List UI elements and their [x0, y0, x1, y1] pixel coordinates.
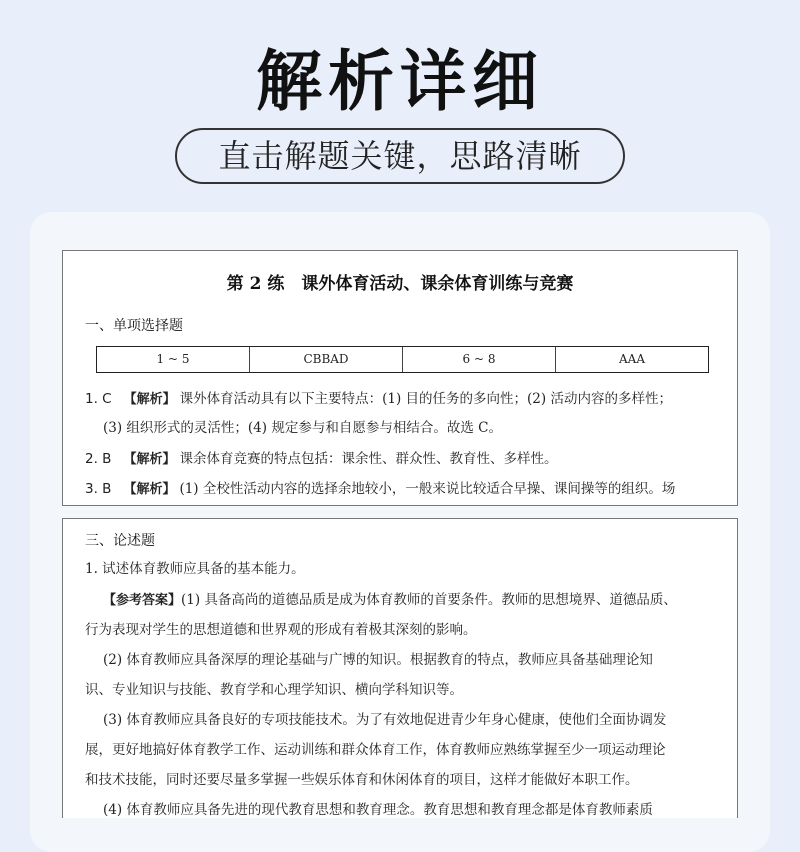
answer-line	[103, 588, 728, 608]
essay-question: 1. 试述体育教师应具备的基本能力。	[85, 561, 305, 577]
answer-line-cut-off: (4) 体育教师应具备先进的现代教育思想和教育理念。教育思想和教育理念都是体育教师素质	[103, 802, 653, 818]
analysis-tag: 【解析】	[123, 482, 176, 497]
answer-panel-exercise-2	[62, 250, 738, 506]
reference-answer-tag: 【参考答案】	[103, 593, 182, 608]
item-text: 课余体育竞赛的特点包括：课余性、群众性、教育性、多样性。	[179, 451, 558, 467]
item-text: 课外体育活动具有以下主要特点：(1) 目的任务的多向性；(2) 活动内容的多样性；	[179, 391, 672, 407]
answer-text: (1) 具备高尚的道德品质是成为体育教师的首要条件。教师的思想境界、道德品质、	[181, 592, 677, 608]
hero-title: 解析详细	[256, 43, 544, 120]
answer-line: (2) 体育教师应具备深厚的理论基础与广博的知识。根据教育的特点，教师应具备基础理论知	[103, 652, 653, 668]
section-heading-single-choice: 一、单项选择题	[85, 318, 183, 334]
explanation-continuation: (3) 组织形式的灵活性；(4) 规定参与和自愿参与相结合。故选 C。	[103, 420, 502, 436]
item-number: 1. C	[85, 391, 112, 407]
item-number: 3. B	[85, 481, 112, 497]
answer-key-cell: 1 ~ 5	[97, 347, 250, 372]
answer-key-cell: AAA	[619, 352, 645, 366]
hero-subtitle-pill: 直击解题关键，思路清晰	[175, 128, 625, 184]
answer-line: 展，更好地搞好体育教学工作、运动训练和群众体育工作，体育教师应熟练掌握至少一项运动理论	[85, 742, 666, 758]
answer-line: 行为表现对学生的思想道德和世界观的形成有着极其深刻的影响。	[85, 622, 477, 638]
answer-key-table	[96, 346, 709, 373]
answer-line: (3) 体育教师应具备良好的专项技能技术。为了有效地促进青少年身心健康，使他们全面协调发	[103, 712, 667, 728]
answer-key-cell: CBBAD	[250, 347, 403, 372]
analysis-tag: 【解析】	[123, 452, 176, 467]
explanation-item	[85, 387, 672, 407]
item-number: 2. B	[85, 451, 112, 467]
exercise-title: 第 2 练 课外体育活动、课余体育训练与竞赛	[226, 274, 574, 294]
explanation-item	[85, 477, 675, 497]
answer-panel-essay	[62, 518, 738, 818]
analysis-tag: 【解析】	[123, 392, 176, 407]
section-heading-essay: 三、论述题	[85, 533, 155, 549]
item-text: (1) 全校性活动内容的选择余地较小，一般来说比较适合早操、课间操等的组织。场	[179, 481, 676, 497]
answer-line: 和技术技能，同时还要尽量多掌握一些娱乐体育和休闲体育的项目，这样才能做好本职工作。	[85, 772, 639, 788]
answer-line: 识、专业知识与技能、教育学和心理学知识、横向学科知识等。	[85, 682, 463, 698]
answer-key-cell: 6 ~ 8	[403, 347, 556, 372]
explanation-item	[85, 447, 557, 467]
